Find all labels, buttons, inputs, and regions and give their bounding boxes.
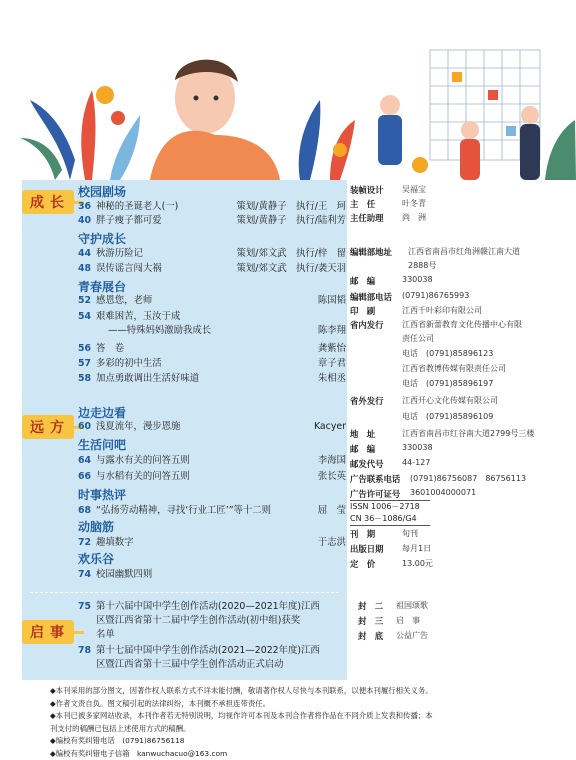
external-phone: 电话 (0791)85896109 [402,411,493,422]
page-number: 78 [78,644,96,658]
contents-panel [22,180,347,680]
postcode2-value: 330038 [402,443,433,452]
notice-line: 区暨江西省第十三届中学生创作活动正式启动 [78,658,346,672]
article-title: 艰难困苦，玉汝于成 [96,310,346,323]
domestic-phone: 电话 (0791)85896123 [402,348,493,359]
notice-line: 第十六届中国中学生创作活动(2020—2021年度)江西 [96,600,320,614]
section-chengzhang [22,190,84,214]
address-value: 2888号 [408,260,436,271]
category-title: 欢乐谷 [78,550,114,567]
cover2-value: 祖国颂歌 [396,600,428,611]
notice-line: 第十七届中国中学生创作活动(2021—2022年度)江西 [96,644,320,658]
toc-item[interactable] [78,568,346,581]
page-number: 66 [78,470,96,483]
postcode-key: 邮 编 [350,275,375,287]
category-title: 校园剧场 [78,183,126,200]
domestic-phone: 电话 (0791)85896197 [402,378,493,389]
article-author: 李海国 [318,454,346,467]
footer-line: ◆编校有奖纠错电话 (0791)86756118 [50,735,555,748]
toc-item[interactable] [78,294,346,307]
header-illustration [0,0,576,180]
article-author: 龚紫怡 [318,342,346,355]
mailcode-value: 44-127 [402,458,430,467]
postcode-value: 330038 [402,275,433,284]
toc-item[interactable] [78,342,346,355]
page-number: 74 [78,568,96,581]
license-value: 3601004000071 [410,488,476,497]
article-author: 屈 莹 [318,504,346,517]
notice-line: 区暨江西省第十二届中学生创作活动(初中组)获奖 [78,614,346,628]
article-author: 策划/郊文武 执行/梓 留 [237,247,346,260]
footer-line: ◆本刊已被多家网站收录，本刊作者若无特别说明，均视作许可本刊及本刊合作者将作品在不同介质上发表和传播；本 [50,710,555,723]
printer-value: 江西千叶彩印有限公司 [402,305,482,316]
article-title: 误传谣言闯大祸 [96,262,237,275]
toc-item[interactable] [78,200,346,213]
toc-item[interactable] [78,372,346,385]
page-number: 44 [78,247,96,260]
domestic-value: 江西省教博传媒有限责任公司 [402,363,506,374]
toc-item[interactable] [78,504,346,517]
cover4-value: 公益广告 [396,630,428,641]
design-key: 装帧设计 [350,184,384,196]
article-title: 与露水有关的问答五则 [96,454,318,467]
article-author: 陈李翔 [318,324,346,337]
article-title: 趣填数字 [96,536,318,549]
chief-value: 尚 洲 [402,212,426,223]
price-key: 定 价 [350,558,375,570]
section-yuanfang [22,415,84,439]
page-number: 57 [78,357,96,370]
issn-box [350,500,430,526]
article-title: 校园幽默四则 [96,568,346,581]
footer-line: ◆本刊采用的部分图文，因著作权人联系方式不详未能付酬，敬请著作权人尽快与本刊联系，以便本刊履行相关义务。 [50,685,555,698]
toc-item[interactable] [78,310,346,323]
article-author: 策划/黄静子 执行/陆利芳 [237,214,346,227]
toc-item[interactable] [78,454,346,467]
page-number: 75 [78,600,96,614]
license-key: 广告许可证号 [350,488,400,500]
postcode2-key: 邮 编 [350,443,375,455]
toc-item[interactable] [78,247,346,260]
period-key: 刊 期 [350,528,375,540]
article-title: 多彩的初中生活 [96,357,318,370]
section-label: 远方 [22,415,74,439]
category-title: 动脑筋 [78,518,114,535]
article-author: 朱相丞 [318,372,346,385]
masthead [350,180,576,680]
date-key: 出版日期 [350,543,384,555]
address-key: 编辑部地址 [350,246,392,258]
article-author: 陈国韬 [318,294,346,307]
footer-line: ◆作者文责自负。图文稿引起的法律纠纷，本刊概不承担连带责任。 [50,698,555,711]
article-author: 策划/郊文武 执行/袭天羽 [237,262,346,275]
article-author: 策划/黄静子 执行/王 珂 [237,200,346,213]
phone-value: (0791)86765993 [402,291,469,300]
cover4-key: 封 底 [358,630,383,642]
page-number: 60 [78,420,96,433]
address2-value: 江西省南昌市红谷南大道2799号三楼 [402,428,534,439]
domestic-value: 责任公司 [402,333,434,344]
section-label: 成长 [22,190,74,214]
article-title: 秋游历险记 [96,247,237,260]
article-author: 张长英 [318,470,346,483]
mailcode-key: 邮发代号 [350,458,384,470]
toc-item-subtitle[interactable] [78,324,346,337]
article-title: 浅夏流年，漫步恩施 [96,420,314,433]
phone-key: 编辑部电话 [350,291,392,303]
cn-number: CN 36－1086/G4 [350,513,430,525]
date-value: 每月1日 [402,543,431,554]
section-label: 启事 [22,620,74,644]
toc-item[interactable] [78,470,346,483]
notice-item[interactable] [78,644,346,672]
page-number: 68 [78,504,96,517]
article-title: 答 卷 [96,342,318,355]
article-title: 感恩您，老师 [96,294,318,307]
external-value: 江西开心文化传媒有限公司 [402,395,498,406]
address2-key: 地 址 [350,428,375,440]
issn: ISSN 1006－2718 [350,501,430,513]
article-title: 加点勇敢调出生活好味道 [96,372,318,385]
editor-value: 叶冬青 [402,198,426,209]
toc-item[interactable] [78,357,346,370]
editor-key: 主 任 [350,198,375,210]
page-number: 52 [78,294,96,307]
page-number: 40 [78,214,96,227]
cover3-key: 封 三 [358,615,383,627]
article-subtitle: ——特殊妈妈激励我成长 [96,324,318,337]
toc-item[interactable] [78,262,346,275]
category-title: 生活问吧 [78,436,126,453]
address-value: 江西省南昌市红角洲赣江南大道 [408,246,520,257]
page-number [78,324,96,337]
divider [30,592,339,593]
page-number: 72 [78,536,96,549]
category-title: 青春展台 [78,278,126,295]
design-value: 吴福宝 [402,184,426,195]
illustration-art [0,0,576,180]
footer-notes [50,685,555,760]
article-author: 于志洪 [318,536,346,549]
category-title: 时事热评 [78,486,126,503]
period-value: 旬刊 [402,528,418,539]
domestic-value: 江西省新蕾教育文化传播中心有限 [402,319,522,330]
article-author: 章子君 [318,357,346,370]
notice-item[interactable] [78,600,346,642]
category-title: 守护成长 [78,230,126,247]
article-title: 神秘的圣诞老人(一) [96,200,237,213]
external-key: 省外发行 [350,395,384,407]
page-number: 64 [78,454,96,467]
page-number: 36 [78,200,96,213]
price-value: 13.00元 [402,558,433,569]
page-number: 54 [78,310,96,323]
article-title: 与水稻有关的问答五则 [96,470,318,483]
page-number: 58 [78,372,96,385]
page-number: 48 [78,262,96,275]
toc-item[interactable] [78,214,346,227]
cover3-value: 启 事 [396,615,420,626]
footer-line[interactable]: ◆编校有奖纠错电子信箱 kanwuchacuo@163.com [50,748,555,760]
ad-phone-key: 广告联系电话 [350,473,400,485]
article-title: 胖子瘦子都可爱 [96,214,237,227]
notice-line: 名单 [78,628,346,642]
domestic-key: 省内发行 [350,319,384,331]
toc-item[interactable] [78,536,346,549]
printer-key: 印 刷 [350,305,375,317]
category-title: 边走边看 [78,404,126,421]
ad-phone-value: (0791)86756087 86756113 [410,473,526,484]
article-title: “弘扬劳动精神，寻找‘行业工匠’”等十二则 [96,504,318,517]
page-number: 56 [78,342,96,355]
toc-item[interactable] [78,420,346,433]
section-qishi [22,620,84,644]
cover2-key: 封 二 [358,600,383,612]
chief-key: 主任助理 [350,212,384,224]
footer-line: 刊支付的稿酬已包括上述使用方式的稿酬。 [50,723,555,736]
article-author: Kacyer [314,420,346,433]
